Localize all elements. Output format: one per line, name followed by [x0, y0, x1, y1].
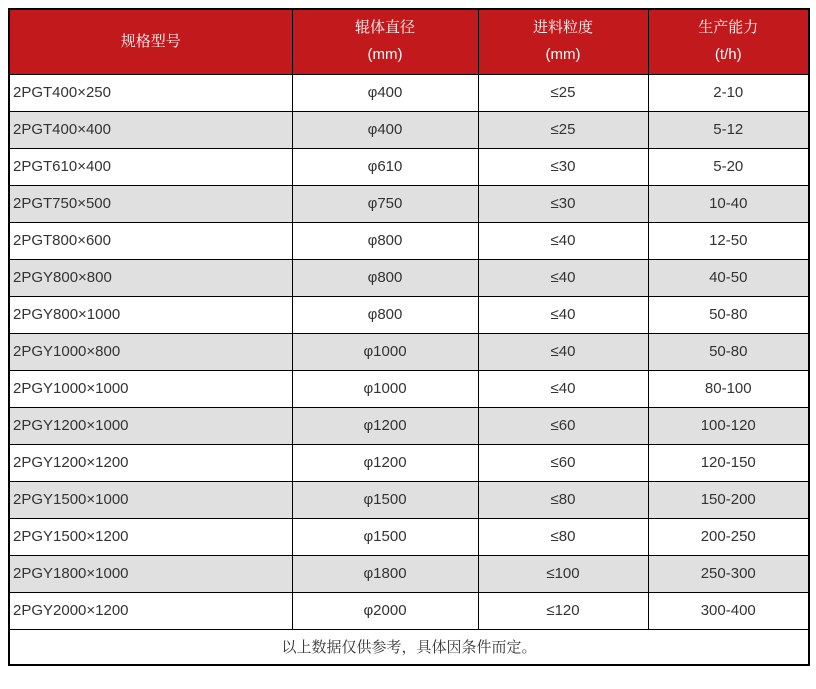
model-cell: 2PGY1500×1000: [9, 481, 292, 518]
model-cell: 2PGY2000×1200: [9, 592, 292, 629]
table-row: [9, 111, 809, 148]
col-header-roller-diameter-title: 辊体直径: [354, 19, 415, 37]
model-cell: 2PGT750×500: [9, 185, 292, 222]
feed-size-cell: ≤60: [478, 444, 648, 481]
capacity-cell: 50-80: [648, 333, 809, 370]
capacity-cell: 40-50: [648, 259, 809, 296]
model-cell: 2PGT400×250: [9, 74, 292, 111]
roller-diameter-cell: φ800: [292, 259, 478, 296]
feed-size-cell: ≤30: [478, 185, 648, 222]
feed-size-cell: ≤40: [478, 259, 648, 296]
footer-row: [9, 629, 809, 665]
feed-size-cell: ≤80: [478, 481, 648, 518]
spec-table: [8, 8, 810, 666]
model-cell: 2PGY1200×1000: [9, 407, 292, 444]
table-row: [9, 407, 809, 444]
capacity-cell: 120-150: [648, 444, 809, 481]
col-header-model: [9, 9, 292, 74]
header-row: [9, 9, 809, 74]
roller-diameter-cell: φ800: [292, 222, 478, 259]
table-footer: [9, 629, 809, 665]
table-row: [9, 148, 809, 185]
capacity-cell: 80-100: [648, 370, 809, 407]
roller-diameter-cell: φ1500: [292, 518, 478, 555]
feed-size-cell: ≤40: [478, 333, 648, 370]
feed-size-cell: ≤80: [478, 518, 648, 555]
table-row: [9, 259, 809, 296]
col-header-model-title: 规格型号: [120, 32, 181, 50]
table-body: [9, 74, 809, 629]
feed-size-cell: ≤30: [478, 148, 648, 185]
capacity-cell: 300-400: [648, 592, 809, 629]
table-row: [9, 296, 809, 333]
feed-size-cell: ≤40: [478, 222, 648, 259]
col-header-roller-diameter-unit: (mm): [367, 46, 403, 64]
model-cell: 2PGY1500×1200: [9, 518, 292, 555]
roller-diameter-cell: φ2000: [292, 592, 478, 629]
capacity-cell: 50-80: [648, 296, 809, 333]
feed-size-cell: ≤25: [478, 111, 648, 148]
table-row: [9, 185, 809, 222]
table-row: [9, 444, 809, 481]
model-cell: 2PGT400×400: [9, 111, 292, 148]
table-row: [9, 370, 809, 407]
col-header-capacity-unit: (t/h): [714, 46, 742, 64]
roller-diameter-cell: φ610: [292, 148, 478, 185]
table-row: [9, 555, 809, 592]
feed-size-cell: ≤120: [478, 592, 648, 629]
capacity-cell: 5-12: [648, 111, 809, 148]
roller-diameter-cell: φ400: [292, 111, 478, 148]
capacity-cell: 250-300: [648, 555, 809, 592]
table-row: [9, 74, 809, 111]
feed-size-cell: ≤25: [478, 74, 648, 111]
capacity-cell: 12-50: [648, 222, 809, 259]
roller-diameter-cell: φ400: [292, 74, 478, 111]
feed-size-cell: ≤60: [478, 407, 648, 444]
roller-diameter-cell: φ1500: [292, 481, 478, 518]
feed-size-cell: ≤40: [478, 370, 648, 407]
col-header-capacity-title: 生产能力: [698, 19, 759, 37]
model-cell: 2PGY1800×1000: [9, 555, 292, 592]
model-cell: 2PGY1000×800: [9, 333, 292, 370]
feed-size-cell: ≤100: [478, 555, 648, 592]
capacity-cell: 150-200: [648, 481, 809, 518]
table-row: [9, 518, 809, 555]
model-cell: 2PGY800×1000: [9, 296, 292, 333]
col-header-feed-size: [478, 9, 648, 74]
footer-note: 以上数据仅供参考，具体因条件而定。: [9, 629, 809, 665]
roller-diameter-cell: φ1000: [292, 370, 478, 407]
model-cell: 2PGY1000×1000: [9, 370, 292, 407]
table-row: [9, 222, 809, 259]
capacity-cell: 100-120: [648, 407, 809, 444]
capacity-cell: 5-20: [648, 148, 809, 185]
capacity-cell: 200-250: [648, 518, 809, 555]
table-header: [9, 9, 809, 74]
roller-diameter-cell: φ1000: [292, 333, 478, 370]
model-cell: 2PGY800×800: [9, 259, 292, 296]
table-row: [9, 481, 809, 518]
table-row: [9, 592, 809, 629]
model-cell: 2PGY1200×1200: [9, 444, 292, 481]
col-header-feed-size-unit: (mm): [545, 46, 581, 64]
roller-diameter-cell: φ1200: [292, 444, 478, 481]
col-header-roller-diameter: [292, 9, 478, 74]
capacity-cell: 10-40: [648, 185, 809, 222]
capacity-cell: 2-10: [648, 74, 809, 111]
model-cell: 2PGT610×400: [9, 148, 292, 185]
roller-diameter-cell: φ1800: [292, 555, 478, 592]
col-header-capacity: [648, 9, 809, 74]
roller-diameter-cell: φ800: [292, 296, 478, 333]
col-header-feed-size-title: 进料粒度: [532, 19, 593, 37]
roller-diameter-cell: φ750: [292, 185, 478, 222]
model-cell: 2PGT800×600: [9, 222, 292, 259]
roller-diameter-cell: φ1200: [292, 407, 478, 444]
feed-size-cell: ≤40: [478, 296, 648, 333]
table-row: [9, 333, 809, 370]
